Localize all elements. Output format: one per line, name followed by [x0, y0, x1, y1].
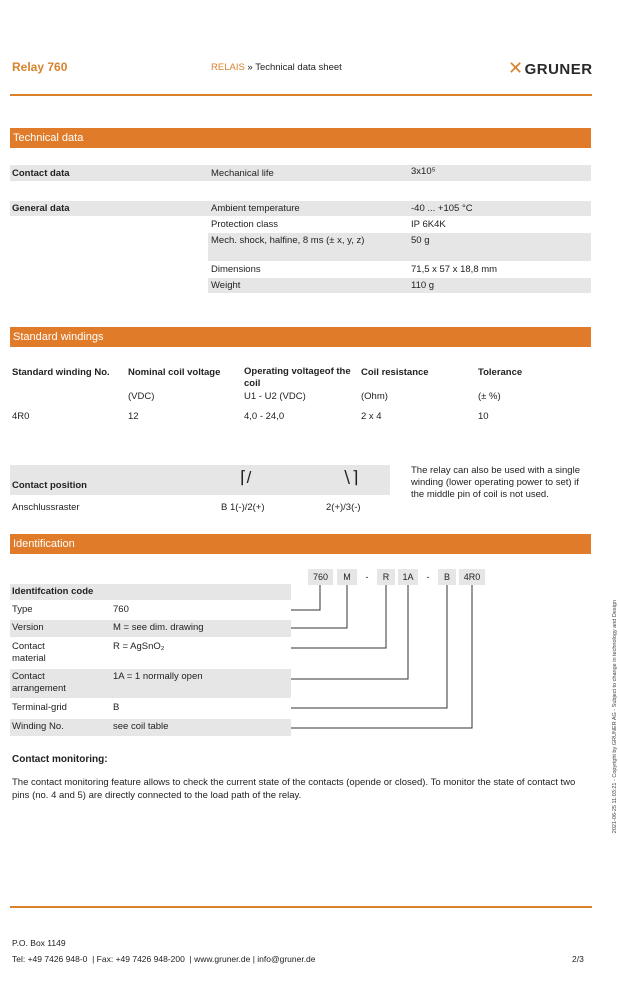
id-value-5: see coil table — [113, 721, 169, 732]
connector-grid — [291, 585, 447, 708]
tech-name-3: Mech. shock, halfine, 8 ms (± x, y, z) — [211, 235, 365, 246]
tech-name-4: Dimensions — [211, 264, 261, 275]
breadcrumb-category: RELAIS — [211, 62, 245, 73]
windings-header-0: Standard winding No. — [12, 367, 110, 378]
windings-header-3: Coil resistance — [361, 367, 429, 378]
footer-po-box: P.O. Box 1149 — [12, 938, 66, 948]
id-name-1: Version — [12, 622, 44, 633]
connector-type — [291, 585, 320, 610]
connector-arrangement — [291, 585, 408, 679]
tech-name-1: Ambient temperature — [211, 203, 300, 214]
tech-value-0: 3x10⁵ — [411, 166, 436, 177]
id-value-1: M = see dim. drawing — [113, 622, 204, 633]
tech-value-4: 71,5 x 57 x 18,8 mm — [411, 264, 498, 275]
code-part-type: 760 — [308, 569, 333, 585]
code-part-material: R — [377, 569, 395, 585]
tech-value-5: 110 g — [411, 280, 435, 291]
id-name-5: Winding No. — [12, 721, 64, 732]
windings-header-1: Nominal coil voltage — [128, 367, 221, 378]
contact-symbol-2-icon: ∖⌉ — [341, 468, 359, 487]
section-standard-windings: Standard windings — [10, 327, 591, 347]
code-part-winding: 4R0 — [459, 569, 485, 585]
windings-unit-4: (± %) — [478, 391, 501, 402]
connector-winding — [291, 585, 472, 728]
single-winding-note: The relay can also be used with a single winding (lower operating power to set) if the middle pin of coil is not used. — [411, 465, 580, 500]
raster-pos-2: 2(+)/3(-) — [326, 502, 361, 513]
id-name-2: Contact material — [12, 641, 46, 664]
general-data-label: General data — [12, 203, 70, 214]
contact-position-label: Contact position — [12, 480, 87, 491]
footer-divider — [10, 906, 592, 908]
breadcrumb-separator: » — [244, 62, 256, 73]
monitoring-text: The contact monitoring feature allows to check the current state of the contacts (opende or closed). To monitor the state of contact two pins (no. 4 and 5) are directly connected to the load path of the relay. — [12, 777, 576, 801]
logo-x-icon: ✕ — [508, 58, 524, 78]
id-code-label: Identifcation code — [12, 586, 94, 597]
windings-unit-2: U1 - U2 (VDC) — [244, 391, 306, 402]
tech-name-5: Weight — [211, 280, 241, 291]
tech-name-0: Mechanical life — [211, 168, 274, 179]
code-part-arrangement: 1A — [398, 569, 418, 585]
contact-symbol-1-icon: ⌈/ — [240, 468, 252, 487]
windings-header-4: Tolerance — [478, 367, 523, 378]
breadcrumb-page: Technical data sheet — [255, 62, 342, 73]
windings-header-2: Operating voltageof the coil — [244, 366, 351, 389]
logo-text: GRUNER — [524, 61, 593, 78]
windings-unit-3: (Ohm) — [361, 391, 388, 402]
monitoring-title: Contact monitoring: — [12, 754, 108, 765]
document-title: Relay 760 — [12, 60, 68, 74]
windings-cell-3: 2 x 4 — [361, 411, 382, 422]
tech-value-2: IP 6K4K — [411, 219, 446, 230]
id-name-3: Contact arrangement — [12, 671, 66, 694]
section-identification: Identification — [10, 534, 591, 554]
tech-value-1: -40 ... +105 °C — [411, 203, 473, 214]
id-value-2: R = AgSnO₂ — [113, 641, 165, 652]
windings-cell-2: 4,0 - 24,0 — [244, 411, 285, 422]
raster-label: Anschlussraster — [12, 502, 80, 513]
windings-cell-0: 4R0 — [12, 411, 30, 422]
connector-version — [291, 585, 347, 628]
id-value-3: 1A = 1 normally open — [113, 671, 203, 682]
section-technical-data: Technical data — [10, 128, 591, 148]
connector-material — [291, 585, 386, 648]
windings-cell-1: 12 — [128, 411, 139, 422]
tech-value-3: 50 g — [411, 235, 430, 246]
contact-data-label: Contact data — [12, 168, 70, 179]
id-value-0: 760 — [113, 604, 129, 615]
footer-contact: Tel: +49 7426 948-0 | Fax: +49 7426 948-200 | www.gruner.de | info@gruner.de — [12, 954, 316, 964]
tech-name-2: Protection class — [211, 219, 279, 230]
windings-unit-1: (VDC) — [128, 391, 155, 402]
windings-cell-4: 10 — [478, 411, 489, 422]
code-part-grid: B — [438, 569, 456, 585]
id-name-0: Type — [12, 604, 33, 615]
code-part-version: M — [337, 569, 357, 585]
id-value-4: B — [113, 702, 120, 713]
raster-pos-1: B 1(-)/2(+) — [221, 502, 265, 513]
code-sep-1: - — [365, 572, 369, 582]
id-name-4: Terminal-grid — [12, 702, 67, 713]
copyright-side-note: 2021-06-25 11:03:21 - Copyright by GRUNER AG - Subject to change in technology and Design — [612, 600, 618, 834]
page-number: 2/3 — [572, 954, 584, 964]
code-sep-2: - — [426, 572, 430, 582]
